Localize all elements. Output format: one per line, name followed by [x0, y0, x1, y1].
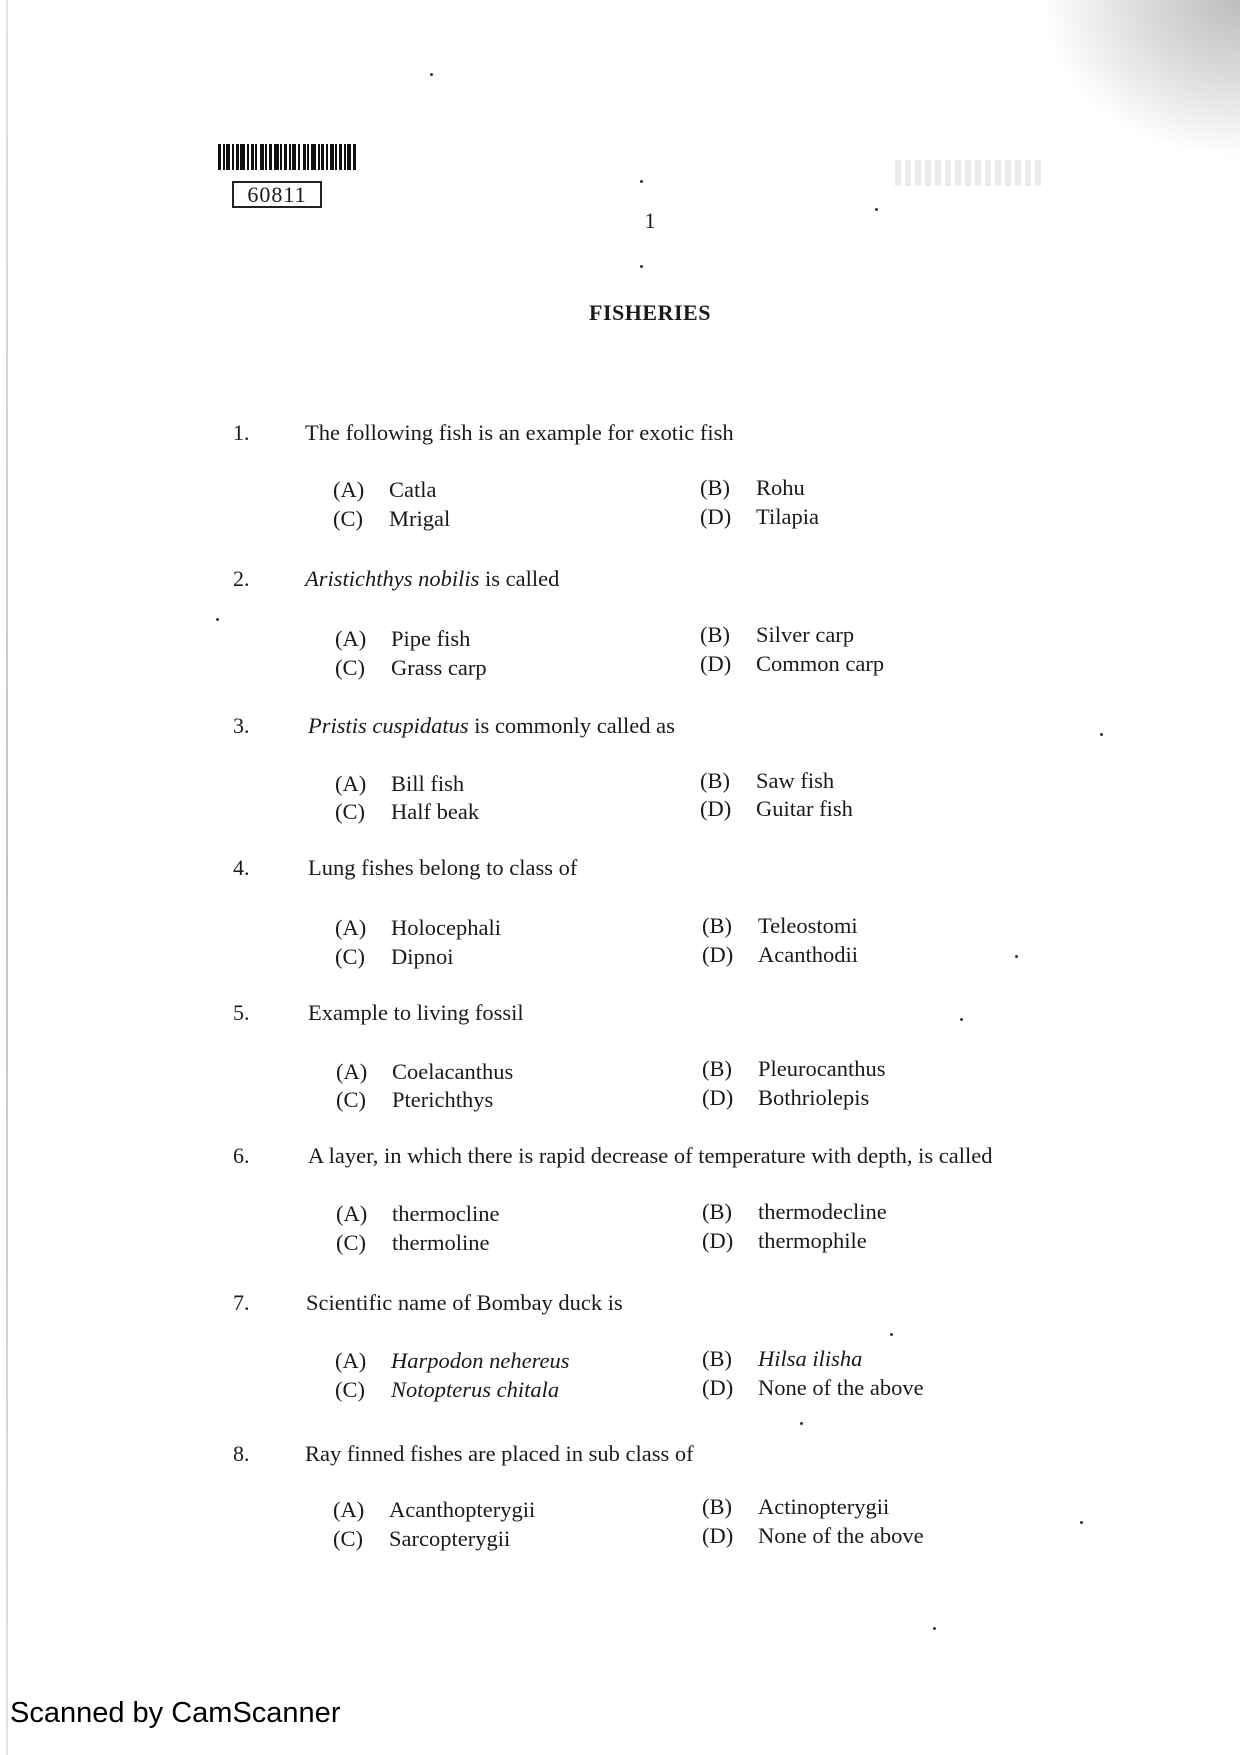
option-a: (A) Pipe fish: [335, 626, 471, 651]
scan-speck: [800, 1422, 803, 1425]
option-b: (B) thermodecline: [702, 1199, 887, 1224]
option-b: (B) Saw fish: [700, 768, 835, 793]
question-text: Ray finned fishes are placed in sub class of: [305, 1441, 694, 1466]
option-a: (A) Coelacanthus: [336, 1059, 514, 1084]
scan-speck: [890, 1333, 893, 1336]
option-a: (A) Holocephali: [335, 915, 501, 940]
option-d: (D) Bothriolepis: [702, 1085, 870, 1110]
option-b: (B) Hilsa ilisha: [702, 1346, 863, 1371]
species-name: Pristis cuspidatus: [308, 713, 469, 738]
question-number: 2.: [233, 566, 250, 591]
scan-speck: [216, 618, 219, 621]
option-d: (D) Common carp: [700, 651, 885, 676]
option-a: (A) Catla: [333, 477, 437, 502]
option-d: (D) Guitar fish: [700, 796, 853, 821]
question-text: Aristichthys nobilis is called: [305, 566, 560, 591]
question-text: The following fish is an example for exotic fish: [305, 420, 734, 445]
option-c: (C) Pterichthys: [336, 1087, 494, 1112]
scan-speck: [933, 1627, 936, 1630]
scan-speck: [875, 208, 878, 211]
option-d: (D) None of the above: [702, 1523, 924, 1548]
option-d: (D) Tilapia: [700, 504, 819, 529]
scan-speck: [1080, 1521, 1083, 1524]
option-d: (D) None of the above: [702, 1375, 924, 1400]
scan-speck: [1100, 733, 1103, 736]
option-b: (B) Pleurocanthus: [702, 1056, 886, 1081]
question-number: 7.: [233, 1290, 250, 1315]
option-c: (C) thermoline: [336, 1230, 490, 1255]
option-a: (A) Acanthopterygii: [333, 1497, 536, 1522]
question-text: Scientific name of Bombay duck is: [306, 1290, 623, 1315]
option-c: (C) Grass carp: [335, 655, 487, 680]
option-d: (D) Acanthodii: [702, 942, 858, 967]
scan-corner-shadow: [1040, 0, 1240, 160]
question-text: Pristis cuspidatus is commonly called as: [308, 713, 675, 738]
question-text: A layer, in which there is rapid decrease of temperature with depth, is called: [308, 1143, 993, 1168]
species-name: Aristichthys nobilis: [305, 566, 480, 591]
option-b: (B) Teleostomi: [702, 913, 858, 938]
scan-speck: [640, 180, 643, 183]
page-number: 1: [644, 208, 656, 233]
question-number: 4.: [233, 855, 250, 880]
option-b: (B) Silver carp: [700, 622, 855, 647]
option-a: (A) Harpodon nehereus: [335, 1348, 570, 1373]
question-number: 3.: [233, 713, 250, 738]
scan-speck: [430, 73, 433, 76]
option-a: (A) Bill fish: [335, 771, 465, 796]
paper-code: 60811: [232, 181, 322, 208]
scan-speck: [640, 265, 643, 268]
scanner-watermark: Scanned by CamScanner: [10, 1697, 341, 1729]
question-text: Example to living fossil: [308, 1000, 524, 1025]
subject-title: FISHERIES: [589, 300, 711, 325]
option-c: (C) Dipnoi: [335, 944, 454, 969]
question-number: 5.: [233, 1000, 250, 1025]
scan-speck: [960, 1018, 963, 1021]
barcode: [218, 144, 376, 170]
question-number: 6.: [233, 1143, 250, 1168]
scan-edge-shadow: [6, 0, 8, 1755]
option-c: (C) Sarcopterygii: [333, 1526, 511, 1551]
option-c: (C) Notopterus chitala: [335, 1377, 560, 1402]
option-b: (B) Actinopterygii: [702, 1494, 890, 1519]
bleed-through-text: [895, 160, 1045, 186]
scan-speck: [1015, 955, 1018, 958]
question-number: 1.: [233, 420, 250, 445]
question-number: 8.: [233, 1441, 250, 1466]
option-d: (D) thermophile: [702, 1228, 867, 1253]
option-c: (C) Half beak: [335, 799, 480, 824]
option-b: (B) Rohu: [700, 475, 805, 500]
option-c: (C) Mrigal: [333, 506, 451, 531]
option-a: (A) thermocline: [336, 1201, 500, 1226]
question-text: Lung fishes belong to class of: [308, 855, 578, 880]
